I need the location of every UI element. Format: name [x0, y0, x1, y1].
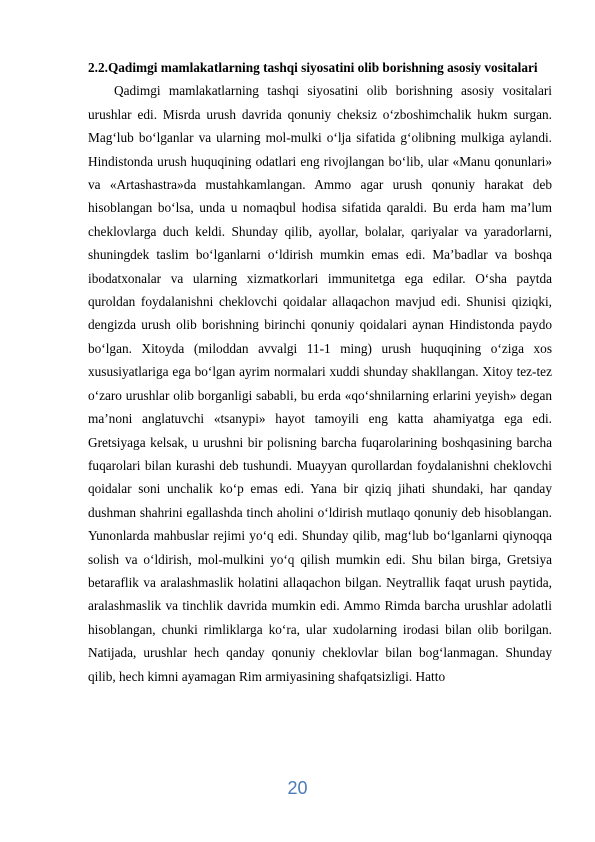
- document-page: [88, 56, 552, 688]
- page-number: 20: [287, 778, 308, 798]
- section-heading: 2.2.Qadimgi mamlakatlarning tashqi siyosatini olib borishning asosiy vositalari: [88, 60, 538, 75]
- body-paragraph: Qadimgi mamlakatlarning tashqi siyosatini olib borishning asosiy vositalari urushlar edi. Misrda urush davrida qonuniy cheksiz o‘zboshimchalik hukm surgan. Mag‘lub bo‘lganlar va ularning mol-mulki o‘lja sifatida g‘olibning mulkiga aylandi. Hindistonda urush huquqining odatlari eng rivojlangan bo‘lib, ular «Manu qonunlari» va «Artashastra»da mustahkamlangan. Ammo agar urush qonuniy harakat deb hisoblangan bo‘lsa, unda u nomaqbul hodisa sifatida qaraldi. Bu erda ham ma’lum cheklovlarga duch keldi. Shunday qilib, ayollar, bolalar, qariyalar va yaradorlarni, shuningdek taslim bo‘lganlarni o‘ldirish mumkin emas edi. Ma’badlar va boshqa ibodatxonalar va ularning xizmatkorlari immunitetga ega edilar. O‘sha paytda quroldan foydalanishni cheklovchi qoidalar allaqachon mavjud edi. Shunisi qiziqki, dengizda urush olib borishning birinchi qonuniy qoidalari aynan Hindistonda paydo bo‘lgan. Xitoyda (miloddan avvalgi 11-1 ming) urush huquqining o‘ziga xos xususiyatlariga ega bo‘lgan ayrim normalari xuddi shunday shakllangan. Xitoy tez-tez o‘zaro urushlar olib borganligi sababli, bu erda «qo‘shnilarning erlarini yeyish» degan ma’noni anglatuvchi «tsanypi» hayot tamoyili eng katta ahamiyatga ega edi. Gretsiyaga kelsak, u urushni bir polisning barcha fuqarolarining boshqasining barcha fuqarolari bilan kurashi deb tushundi. Muayyan qurollardan foydalanishni cheklovchi qoidalar soni unchalik ko‘p emas edi. Yana bir qiziq jihati shundaki, har qanday dushman shahrini egallashda tinch aholini o‘ldirish mutlaqo qonuniy deb hisoblangan. Yunonlarda mahbuslar rejimi yo‘q edi. Shunday qilib, mag‘lub bo‘lganlarni qiynoqqa solish va o‘ldirish, mol-mulkini yo‘q qilish mumkin edi. Shu bilan birga, Gretsiya betaraflik va aralashmaslik holatini allaqachon bilgan. Neytrallik faqat urush paytida, aralashmaslik va tinchlik davrida mumkin edi. Ammo Rimda barcha urushlar adolatli hisoblangan, chunki rimliklarga ko‘ra, ular xudolarning irodasi bilan olib borilgan. Natijada, urushlar hech qanday qonuniy cheklovlar bilan bog‘lanmagan. Shunday qilib, hech kimni ayamagan Rim armiyasining shafqatsizligi. Hatto: [88, 83, 552, 684]
